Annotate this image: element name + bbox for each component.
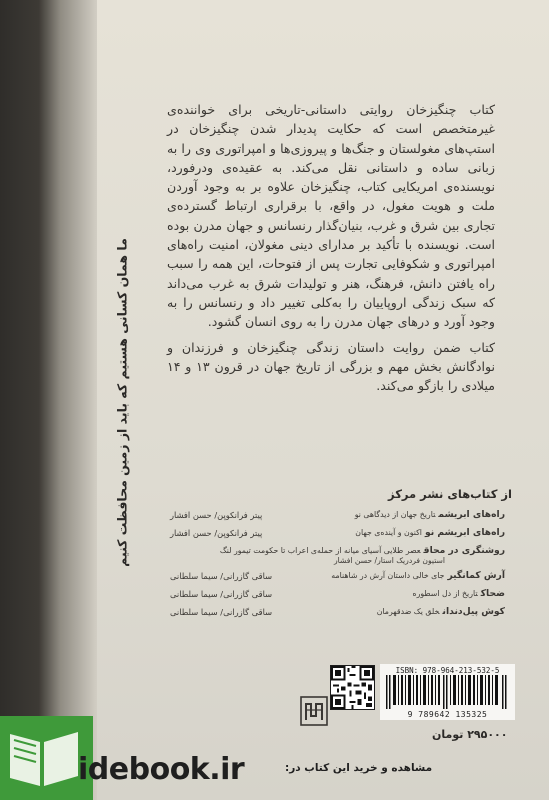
book-subtitle: عصر طلایی آسیای میانه از حمله‌ی اعراب تا حکومت تیمور لنگ bbox=[219, 546, 421, 555]
book-authors: ساقی گازرانی/ سیما سلطانی bbox=[170, 607, 273, 617]
isbn-label: ISBN: 978-964-213-532-5 bbox=[395, 666, 500, 675]
book-title-group bbox=[413, 588, 505, 599]
book-title-group bbox=[355, 527, 505, 538]
watermark-cta[interactable]: مشاهده و خرید این کتاب در: bbox=[285, 762, 433, 774]
qr-code-icon bbox=[330, 665, 375, 710]
barcode-icon bbox=[386, 675, 509, 709]
book-title-group bbox=[377, 606, 505, 617]
publisher-book-list bbox=[170, 509, 505, 624]
book-item bbox=[170, 570, 505, 588]
book-title-group bbox=[331, 570, 505, 581]
book-title: آرش کمانگیر bbox=[447, 570, 505, 581]
spine-slogan: ما همان کسانی هستیم که باید از زمین محافظت کنیم bbox=[114, 238, 130, 567]
book-title: کوش پیل‌دندان bbox=[442, 606, 505, 617]
book-title: راه‌های ابریشم نو bbox=[424, 527, 505, 538]
book-authors: پیتر فرانکوپن/ حسن افشار bbox=[170, 510, 263, 520]
spine-shadow bbox=[0, 0, 97, 800]
book-authors: ساقی گازرانی/ سیما سلطانی bbox=[170, 571, 273, 581]
book-authors: استیون فردریک استار/ حسن افشار bbox=[333, 556, 445, 565]
book-title-group bbox=[220, 545, 505, 556]
book-item bbox=[170, 509, 505, 527]
book-title: روشنگری در محاق bbox=[423, 545, 505, 556]
blurb bbox=[167, 100, 495, 401]
book-subtitle: تاریخ جهان از دیدگاهی نو bbox=[354, 510, 436, 519]
book-item bbox=[170, 545, 505, 570]
isbn-barcode bbox=[380, 664, 515, 720]
book-title-group bbox=[355, 509, 505, 520]
blurb-paragraph-1: کتاب چنگیزخان روایتی داستانی-تاریخی برای خواننده‌ی غیرمتخصص است که حکایت پدیدار شدن چنگیزخان در استپ‌های مغولستان و جنگ‌ها و پیروزی‌ها و امپراتوری وی را به زبانی ساده و داستانی نقل می‌کند. به عقیده‌ی ودرفورد، نویسنده‌ی امریکایی کتاب، چنگیزخان علاوه بر به وجود آوردن ملت و هویت مغول، در واقع، با برقراری ارتباط گسترده‌ی تجاری بین شرق و غرب، بنیان‌گذار رنسانس و جهان مدرن بوده است. نویسنده با تأکید بر مدارای دینی مغولان، امنیت راه‌های امپراتوری و شکوفایی تجارت پس از فتوحات، این همه را سبب راه یافتن دانش، فرهنگ، هنر و تولیدات شرق به غرب می‌داند که سبک زندگی اروپاییان را به‌کلی تغییر داد و رنسانس را به وجود آورد و درهای جهان مدرن را به روی انسان گشود. bbox=[167, 102, 495, 330]
watermark-site[interactable]: idebook.ir bbox=[78, 752, 245, 787]
book-authors: ساقی گازرانی/ سیما سلطانی bbox=[170, 589, 273, 599]
book-subtitle: اکنون و آینده‌ی جهان bbox=[355, 528, 422, 537]
book-title: راه‌های ابریشم bbox=[438, 509, 505, 520]
blurb-paragraph-2: کتاب ضمن روایت داستان زندگی چنگیزخان و فرزندان و نوادگانش بخش مهم و بزرگی از تاریخ جهان در قرون ۱۳ و ۱۴ میلادی را بازگو می‌کند. bbox=[167, 339, 495, 394]
book-item bbox=[170, 606, 505, 624]
book-subtitle: خلق یک ضدقهرمان bbox=[376, 607, 440, 616]
book-subtitle: تاریخ از دل اسطوره bbox=[412, 589, 478, 598]
book-subtitle: جای خالی داستان آرش در شاهنامه bbox=[331, 571, 445, 580]
book-item bbox=[170, 527, 505, 545]
book-authors: پیتر فرانکوپن/ حسن افشار bbox=[170, 528, 263, 538]
book-item bbox=[170, 588, 505, 606]
publisher-list-title: از کتاب‌های نشر مرکز bbox=[388, 487, 512, 501]
publisher-logo-icon bbox=[300, 696, 328, 726]
price: ۲۹۵۰۰۰ تومان bbox=[432, 728, 508, 741]
book-title: ضحاک bbox=[480, 588, 505, 599]
barcode-digits: 9 789642 135325 bbox=[407, 710, 488, 719]
